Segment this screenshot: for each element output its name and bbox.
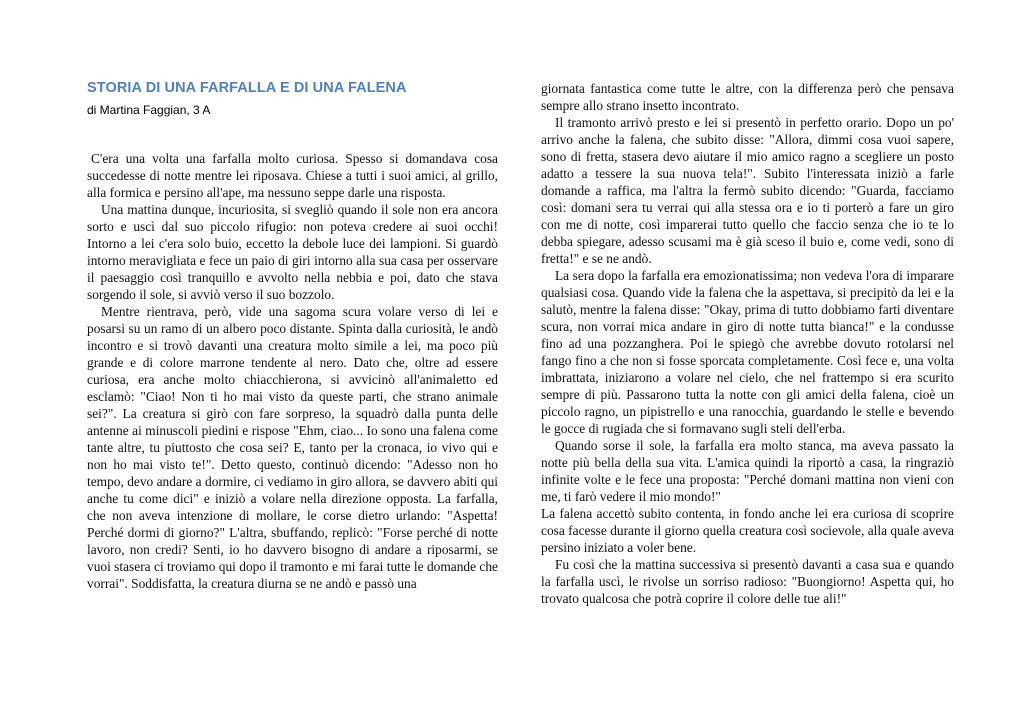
paragraph: giornata fantastica come tutte le altre, con la differenza però che pensava sempre allo strano insetto incontrato. bbox=[541, 81, 954, 113]
paragraph: Quando sorse il sole, la farfalla era molto stanca, ma aveva passato la notte più bella della sua vita. L'amica quindi la riportò a casa, la ringraziò infinite volte e le fece una proposta: "Perché domani mattina non vieni con me, ti farò vedere il mio mondo!" bbox=[541, 438, 954, 504]
paragraph: Una mattina dunque, incuriosita, si svegliò quando il sole non era ancora sorto e uscì dal suo piccolo rifugio: non poteva credere ai suoi occhi! Intorno a lei c'era solo buio, eccetto la debole luce dei lampioni. Si guardò intorno meravigliata e fece un paio di giri intorno alla sua casa per osservare il paesaggio così tranquillo e avvolto nella nebbia e poi, dato che stava sorgendo il sole, si avviò verso il suo bozzolo. bbox=[87, 202, 498, 302]
text-column-left bbox=[87, 150, 498, 592]
paragraph: La sera dopo la farfalla era emozionatissima; non vedeva l'ora di imparare qualsiasi cosa. Quando vide la falena che la aspettava, si precipitò da lei e la salutò, mentre la falena disse: "Okay, prima di tutto dobbiamo farti diventare scura, non vorrai mica andare in giro di notte tutta bianca!" e la condusse fino ad una pozzanghera. Poi le spiegò che avrebbe dovuto rotolarsi nel fango fino a che non si fosse sporcata completamente. Così fece e, una volta imbrattata, iniziarono a volare nel cielo, che nel frattempo si era scurito sempre di più. Passarono tutta la notte con gli amici della falena, cioè un piccolo ragno, un pipistrello e una ranocchia, guardando le stelle e bevendo le gocce di rugiada che si formavano sugli steli dell'erba. bbox=[541, 268, 954, 436]
text-column-right bbox=[541, 80, 954, 607]
paragraph: Il tramonto arrivò presto e lei si presentò in perfetto orario. Dopo un po' arrivo anche la falena, che subito disse: "Allora, dimmi cosa vuoi sapere, sono di fretta, stasera devo aiutare il mio amico ragno a scegliere un posto adatto a tessere la sua nuova tela!". Subito l'interessata iniziò a farle domande a raffica, ma l'altra la fermò subito dicendo: "Guarda, facciamo così: domani sera tu verrai qui alla stessa ora e io ti porterò a fare un giro con me di notte, così imparerai tutto quello che faccio senza che io te lo debba spiegare, adesso scusami ma è già sceso il buio e, come vedi, sono di fretta!" e se ne andò. bbox=[541, 115, 954, 266]
paragraph: La falena accettò subito contenta, in fondo anche lei era curiosa di scoprire cosa facesse durante il giorno quella creatura così socievole, alla quale aveva persino iniziato a voler bene. bbox=[541, 506, 954, 555]
paragraph: Mentre rientrava, però, vide una sagoma scura volare verso di lei e posarsi su un ramo di un albero poco distante. Spinta dalla curiosità, le andò incontro e si trovò davanti una creatura molto simile a lei, ma poco più grande e di colore marrone tendente al nero. Dato che, oltre ad essere curiosa, era anche molto chiacchierona, si avvicinò all'animaletto ed esclamò: "Ciao! Non ti ho mai visto da queste parti, che strano animale sei?". La creatura si girò con fare sorpreso, la squadrò dalla punta delle antenne ai minuscoli piedini e rispose "Ehm, ciao... Io sono una falena come tante altre, tu piuttosto che cosa sei? E, tanto per la cronaca, io vivo qui e non ho mai visto te!". Detto questo, continuò dicendo: "Adesso non ho tempo, devo andare a dormire, ci vediamo in giro allora, se davvero abiti qui anche tu come dici" e iniziò a volare nella direzione opposta. La farfalla, che non aveva intenzione di mollare, le corse dietro urlando: "Aspetta! Perché dormi di giorno?" L'altra, sbuffando, replicò: "Forse perché di notte lavoro, non credi? Senti, io ho davvero bisogno di andare a riposarmi, se vuoi stasera ci troviamo qui dopo il tramonto e mi farai tutte le domande che vorrai". Soddisfatta, la creatura diurna se ne andò e passò una bbox=[87, 304, 498, 591]
author-byline: di Martina Faggian, 3 A bbox=[87, 103, 211, 117]
paragraph: Fu così che la mattina successiva si presentò davanti a casa sua e quando la farfalla uscì, le rivolse un sorriso radioso: "Buongiorno! Aspetta qui, ho trovato qualcosa che potrà coprire il colore delle tue ali!" bbox=[541, 557, 954, 606]
story-title: STORIA DI UNA FARFALLA E DI UNA FALENA bbox=[87, 80, 407, 96]
paragraph: C'era una volta una farfalla molto curiosa. Spesso si domandava cosa succedesse di notte mentre lei riposava. Chiese a tutti i suoi amici, al grillo, alla formica e persino all'ape, ma nessuno seppe darle una risposta. bbox=[87, 151, 498, 200]
